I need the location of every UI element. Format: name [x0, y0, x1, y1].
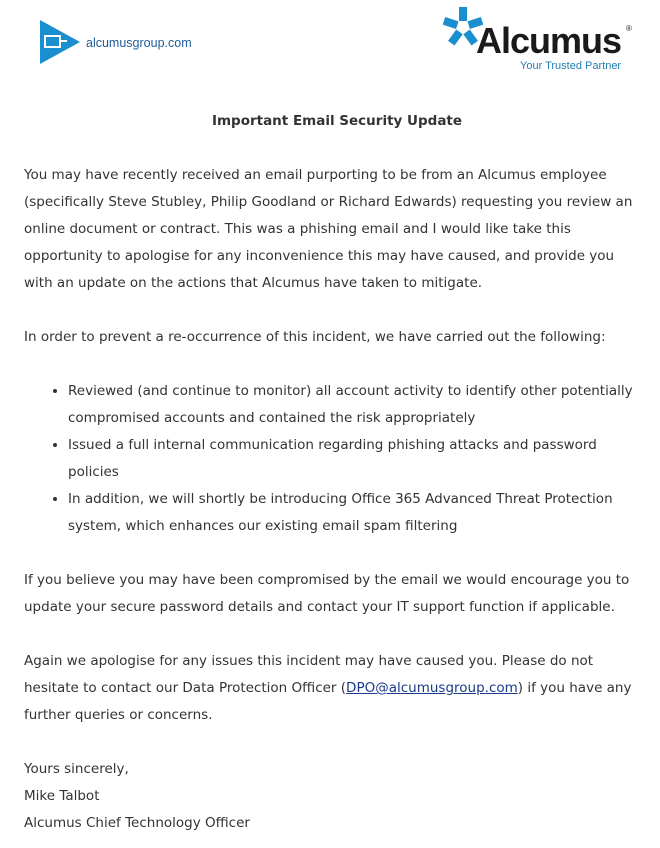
- contact-text-after: ) if you have any further queries or concerns.: [24, 680, 632, 723]
- closing-line: Yours sincerely,: [24, 761, 129, 777]
- signer-name: Mike Talbot: [24, 788, 100, 804]
- registered-mark: ®: [626, 24, 632, 33]
- signer-title: Alcumus Chief Technology Officer: [24, 815, 250, 831]
- signature-block: [24, 756, 642, 837]
- arrow-logo-icon: [40, 20, 80, 64]
- list-item: • In addition, we will shortly be introducing Office 365 Advanced Threat Protection system, which enhances our existing email spam filtering: [68, 486, 642, 540]
- email-title: Important Email Security Update: [211, 113, 463, 129]
- alcumus-brand-logo: [442, 6, 642, 76]
- advice-paragraph: If you believe you may have been compromised by the email we would encourage you to update your secure password details and contact your IT support function if applicable.: [24, 572, 630, 615]
- dpo-email-link[interactable]: DPO@alcumusgroup.com: [346, 680, 518, 696]
- actions-list: [24, 378, 642, 540]
- brand-name: Alcumus: [476, 20, 622, 61]
- email-header: [0, 0, 660, 90]
- contact-text-before: Again we apologise for any issues this incident may have caused you. Please do not hesitate to contact our Data Protection Officer (: [24, 653, 594, 696]
- site-link-text[interactable]: alcumusgroup.com: [86, 36, 192, 50]
- intro-paragraph: You may have recently received an email purporting to be from an Alcumus employee (specifically Steve Stubley, Philip Goodland or Richard Edwards) requesting you review an online document or contract. This was a phishing email and I would like take this opportunity to apologise for any inconvenience this may have caused, and provide you with an update on the actions that Alcumus have taken to mitigate.: [24, 167, 633, 291]
- list-item: • Reviewed (and continue to monitor) all account activity to identify other potentially compromised accounts and contained the risk appropriately: [68, 378, 642, 432]
- email-body: [24, 108, 642, 837]
- actions-intro-paragraph: In order to prevent a re-occurrence of this incident, we have carried out the following:: [24, 329, 606, 345]
- contact-paragraph: [24, 648, 642, 729]
- site-logo-link[interactable]: [40, 20, 192, 64]
- brand-tagline: Your Trusted Partner: [520, 60, 622, 72]
- list-item: • Issued a full internal communication regarding phishing attacks and password policies: [68, 432, 642, 486]
